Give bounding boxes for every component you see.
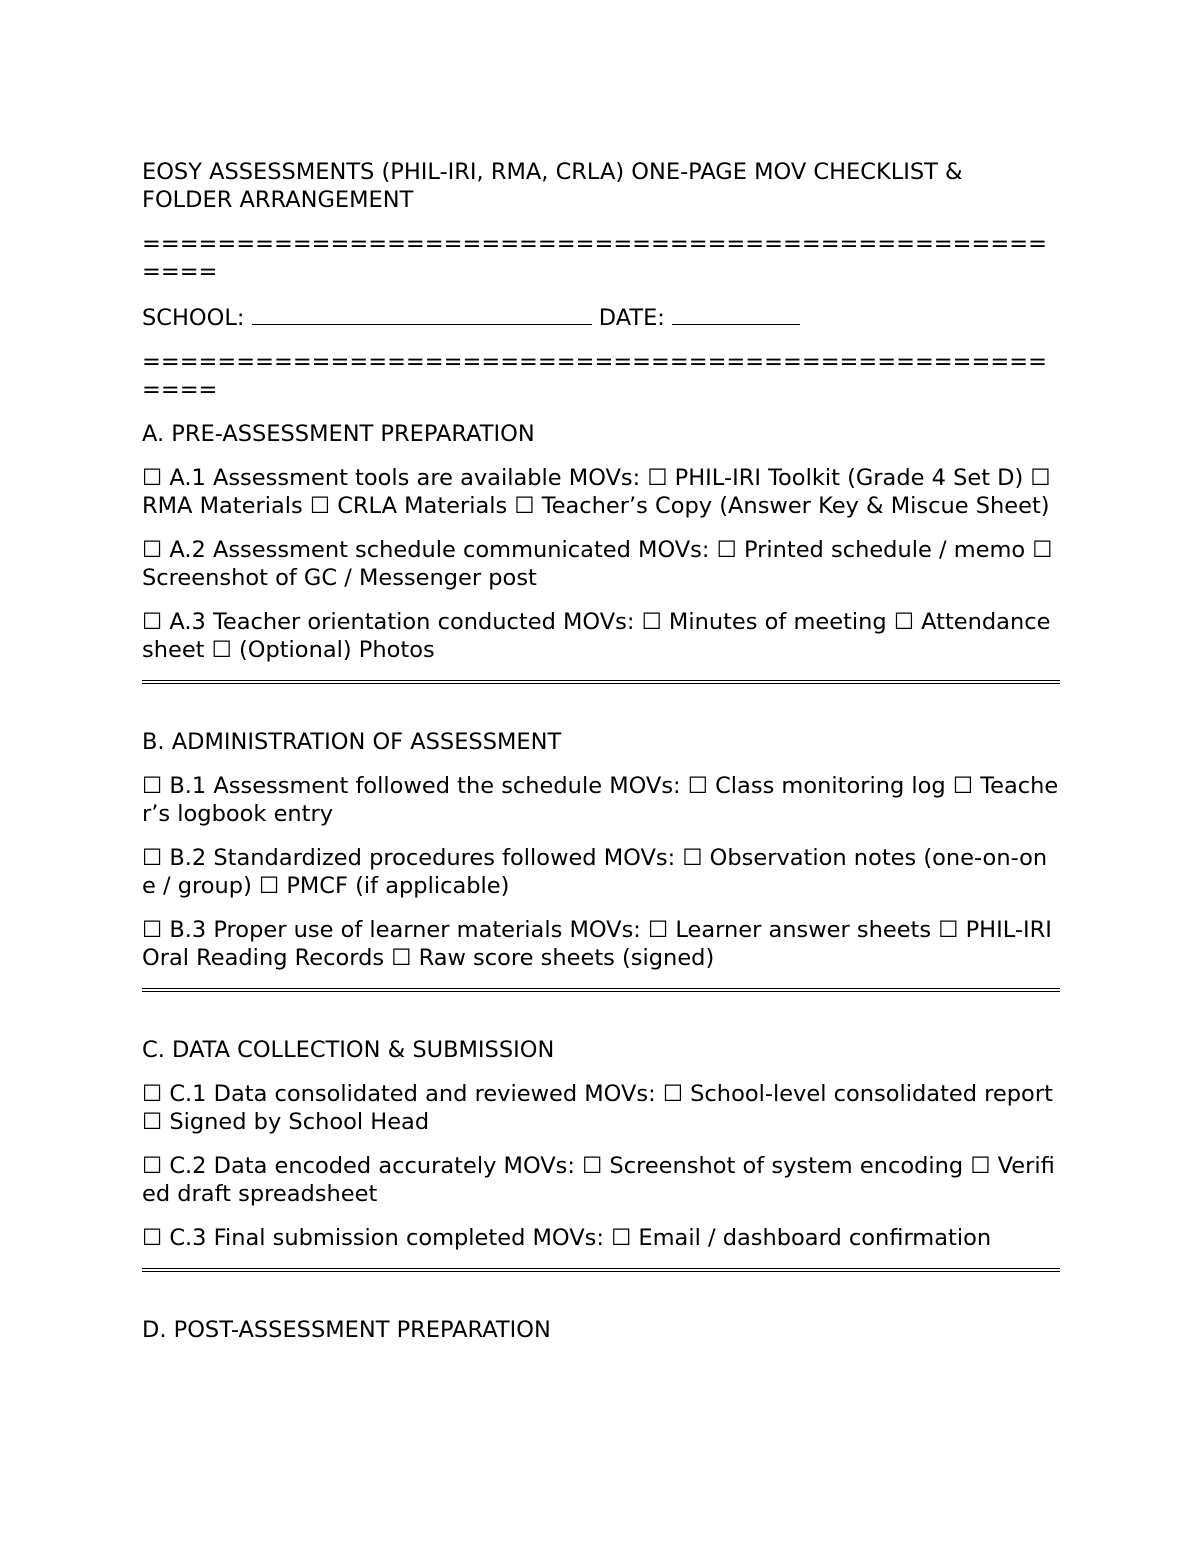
checklist-item-a3[interactable]: ☐ A.3 Teacher orientation conducted MOVs: ☐ Minutes of meeting ☐ Attendance sheet ☐ (Optional) Photos (142, 609, 1058, 663)
separator-top: ==================================================== (142, 231, 1047, 285)
checklist-item-b1[interactable]: ☐ B.1 Assessment followed the schedule MOVs: ☐ Class monitoring log ☐ Teacher’s logbook entry (142, 773, 1059, 827)
checklist-item-b2[interactable]: ☐ B.2 Standardized procedures followed MOVs: ☐ Observation notes (one-on-one / group) ☐ PMCF (if applicable) (142, 845, 1048, 899)
checklist-item-c3[interactable]: ☐ C.3 Final submission completed MOVs: ☐ Email / dashboard confirmation (142, 1225, 992, 1251)
document-title (142, 158, 1060, 214)
section-d (142, 1316, 1060, 1344)
checklist-item-c2[interactable]: ☐ C.2 Data encoded accurately MOVs: ☐ Screenshot of system encoding ☐ Verified draft spreadsheet (142, 1153, 1055, 1207)
title-line-2: FOLDER ARRANGEMENT (142, 187, 414, 213)
section-divider (142, 1268, 1060, 1272)
separator-bottom: ==================================================== (142, 349, 1047, 403)
checklist-item-b3[interactable]: ☐ B.3 Proper use of learner materials MOVs: ☐ Learner answer sheets ☐ PHIL-IRI Oral Reading Records ☐ Raw score sheets (signed) (142, 917, 1060, 971)
section-title: C. DATA COLLECTION & SUBMISSION (142, 1037, 555, 1063)
school-label: SCHOOL: (142, 305, 245, 331)
section-b (142, 728, 1060, 992)
checklist-item-c1[interactable]: ☐ C.1 Data consolidated and reviewed MOVs: ☐ School-level consolidated report ☐ Signed by School Head (142, 1081, 1061, 1135)
checklist-item-a1[interactable]: ☐ A.1 Assessment tools are available MOVs: ☐ PHIL-IRI Toolkit (Grade 4 Set D) ☐ RMA Materials ☐ CRLA Materials ☐ Teacher’s Copy (Answer Key & Miscue Sheet) (142, 465, 1058, 519)
section-a (142, 420, 1060, 684)
title-line-1: EOSY ASSESSMENTS (PHIL-IRI, RMA, CRLA) ONE-PAGE MOV CHECKLIST & (142, 159, 963, 185)
date-blank-field[interactable] (672, 302, 800, 325)
school-blank-field[interactable] (252, 302, 592, 325)
section-c (142, 1036, 1060, 1272)
section-divider (142, 988, 1060, 992)
section-title: B. ADMINISTRATION OF ASSESSMENT (142, 729, 562, 755)
section-title: D. POST-ASSESSMENT PREPARATION (142, 1317, 551, 1343)
document-page (142, 158, 1060, 1360)
section-divider (142, 680, 1060, 684)
date-label: DATE: (598, 305, 665, 331)
checklist-item-a2[interactable]: ☐ A.2 Assessment schedule communicated MOVs: ☐ Printed schedule / memo ☐ Screenshot of GC / Messenger post (142, 537, 1060, 591)
section-title: A. PRE-ASSESSMENT PREPARATION (142, 421, 535, 447)
school-date-row (142, 302, 1060, 332)
